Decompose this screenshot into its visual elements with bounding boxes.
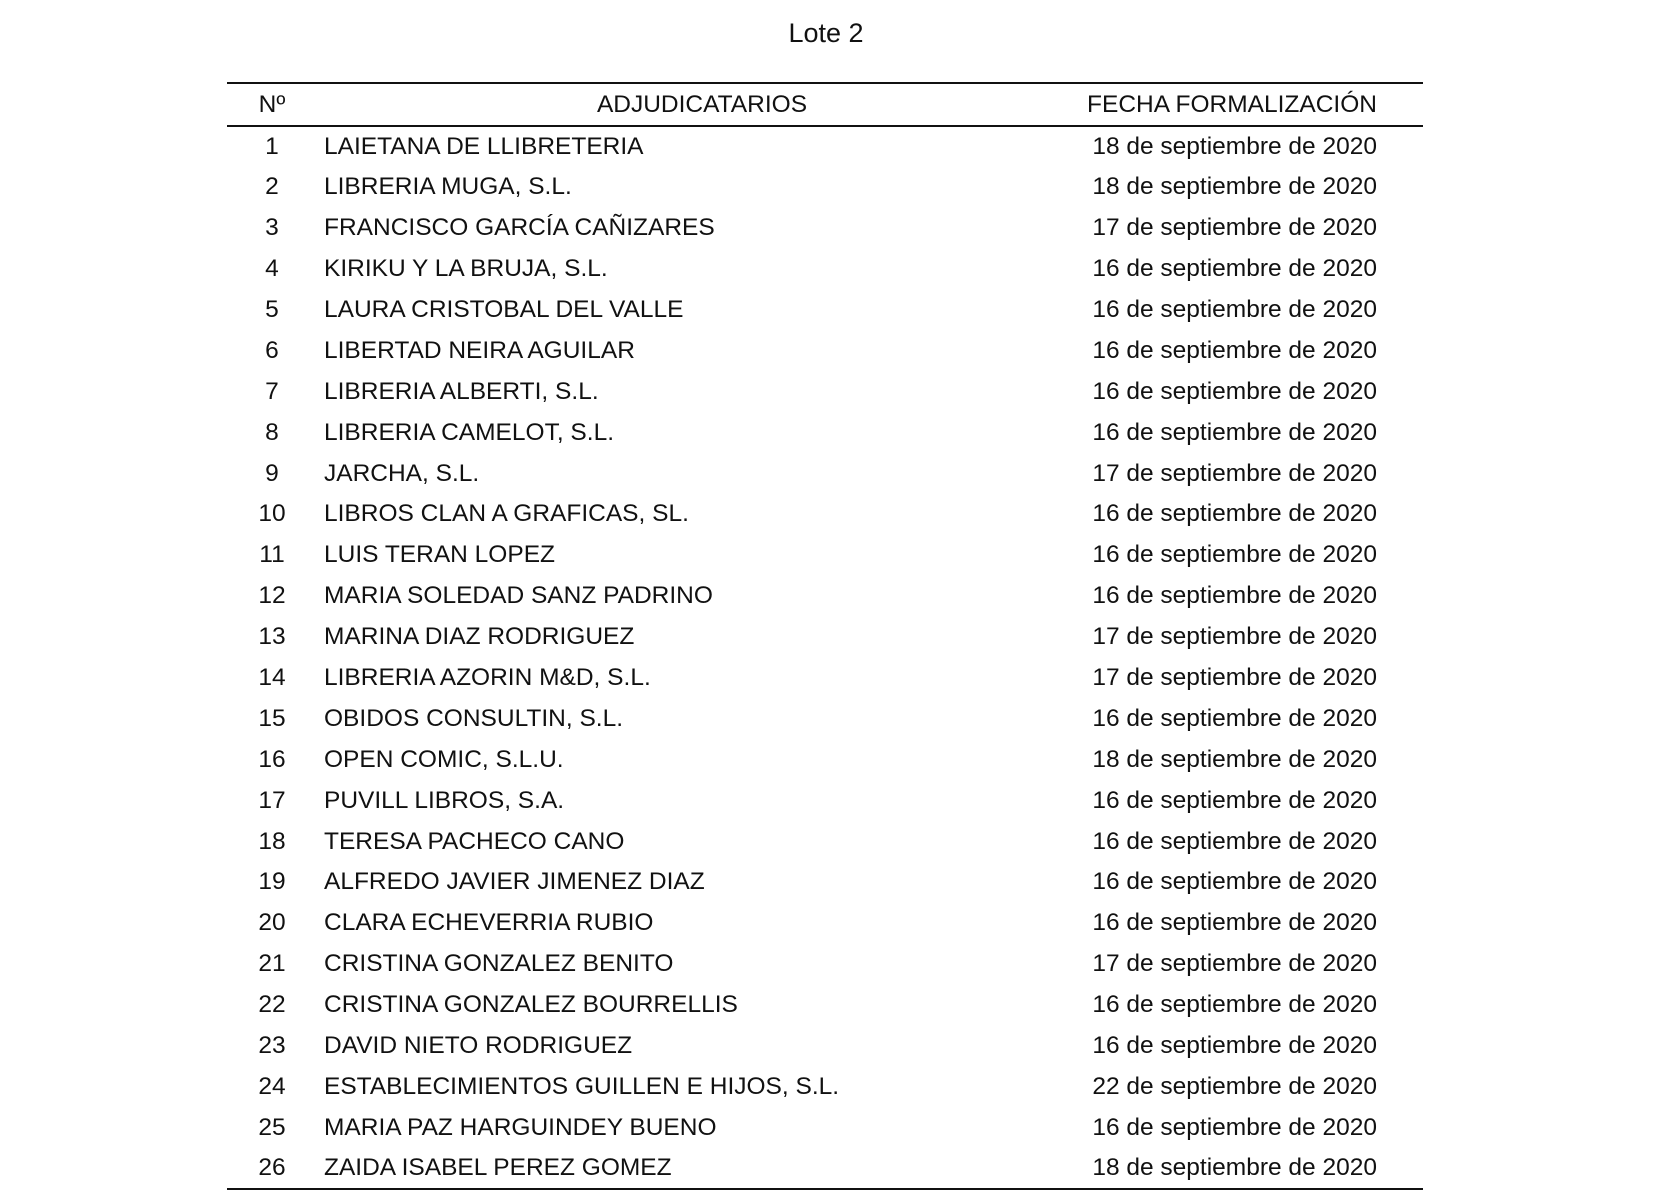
row-number: 19	[258, 868, 286, 896]
table-row	[227, 698, 1423, 739]
header-row	[227, 83, 1423, 126]
awardee-name: PUVILL LIBROS, S.A.	[324, 786, 565, 814]
formalization-date: 16 de septiembre de 2020	[1092, 500, 1377, 528]
table-row	[227, 535, 1423, 576]
awardee-name: LAURA CRISTOBAL DEL VALLE	[324, 296, 684, 323]
formalization-date: 16 de septiembre de 2020	[1092, 541, 1377, 569]
awardee-name: MARIA SOLEDAD SANZ PADRINO	[324, 582, 713, 610]
awardee-name: OPEN COMIC, S.L.U.	[324, 745, 564, 773]
formalization-date: 16 de septiembre de 2020	[1092, 991, 1377, 1019]
formalization-date: 16 de septiembre de 2020	[1092, 1032, 1377, 1060]
table-header	[227, 83, 1423, 126]
header-number: Nº	[227, 83, 317, 126]
awardee-name: CRISTINA GONZALEZ BENITO	[324, 950, 674, 978]
row-number: 25	[258, 1113, 286, 1141]
awardee-name: LIBERTAD NEIRA AGUILAR	[324, 336, 635, 364]
row-number: 12	[258, 582, 286, 610]
awardee-name: LIBRERIA CAMELOT, S.L.	[324, 418, 615, 446]
formalization-date: 16 de septiembre de 2020	[1092, 909, 1377, 937]
formalization-date: 16 de septiembre de 2020	[1092, 336, 1377, 364]
row-number: 2	[265, 173, 279, 201]
table-row	[227, 208, 1423, 249]
formalization-date: 16 de septiembre de 2020	[1092, 255, 1377, 283]
awardee-name: OBIDOS CONSULTIN, S.L.	[324, 704, 624, 732]
table-row	[227, 371, 1423, 412]
row-number: 3	[265, 214, 279, 242]
row-number: 4	[265, 255, 279, 283]
awardees-table-container	[227, 82, 1423, 1190]
formalization-date: 16 de septiembre de 2020	[1092, 827, 1377, 855]
table-row	[227, 780, 1423, 821]
awardee-name: LUIS TERAN LOPEZ	[324, 541, 556, 569]
row-number: 15	[258, 704, 286, 732]
table-row	[227, 903, 1423, 944]
awardee-name: KIRIKU Y LA BRUJA, S.L.	[324, 255, 608, 283]
table-row	[227, 617, 1423, 658]
table-row	[227, 985, 1423, 1026]
awardee-name: LAIETANA DE LLIBRETERIA	[324, 132, 644, 160]
row-number: 11	[259, 541, 285, 569]
table-row	[227, 1066, 1423, 1107]
formalization-date: 16 de septiembre de 2020	[1092, 377, 1377, 405]
formalization-date: 17 de septiembre de 2020	[1092, 950, 1377, 978]
header-formalization-date: FECHA FORMALIZACIÓN	[1087, 83, 1423, 126]
awardee-name: LIBRERIA ALBERTI, S.L.	[324, 377, 599, 405]
row-number: 5	[265, 296, 279, 323]
formalization-date: 17 de septiembre de 2020	[1092, 664, 1377, 692]
formalization-date: 16 de septiembre de 2020	[1092, 786, 1377, 814]
row-number: 21	[258, 950, 286, 978]
row-number: 16	[258, 745, 286, 773]
formalization-date: 16 de septiembre de 2020	[1092, 704, 1377, 732]
awardee-name: ZAIDA ISABEL PEREZ GOMEZ	[317, 1148, 1087, 1189]
table-row	[227, 739, 1423, 780]
table-row	[227, 821, 1423, 862]
awardee-name: CLARA ECHEVERRIA RUBIO	[324, 909, 654, 937]
row-number: 22	[258, 991, 286, 1019]
table-row	[227, 412, 1423, 453]
formalization-date: 16 de septiembre de 2020	[1092, 868, 1377, 896]
row-number: 20	[258, 909, 286, 937]
table-row	[227, 1026, 1423, 1067]
formalization-date: 22 de septiembre de 2020	[1092, 1072, 1377, 1100]
row-number: 1	[265, 132, 279, 160]
awardee-name: TERESA PACHECO CANO	[324, 827, 625, 855]
awardee-name: LIBRERIA AZORIN M&D, S.L.	[324, 664, 651, 692]
table-row	[227, 658, 1423, 699]
formalization-date: 18 de septiembre de 2020	[1092, 132, 1377, 160]
formalization-date: 17 de septiembre de 2020	[1092, 623, 1377, 651]
awardee-name: LIBROS CLAN A GRAFICAS, SL.	[324, 500, 689, 528]
table-row	[227, 862, 1423, 903]
table-row	[227, 494, 1423, 535]
table-row	[227, 126, 1423, 167]
formalization-date: 16 de septiembre de 2020	[1092, 418, 1377, 446]
awardee-name: MARIA PAZ HARGUINDEY BUENO	[324, 1113, 717, 1141]
formalization-date: 17 de septiembre de 2020	[1092, 214, 1377, 242]
row-number: 9	[265, 459, 279, 487]
formalization-date: 16 de septiembre de 2020	[1092, 296, 1377, 323]
formalization-date: 18 de septiembre de 2020	[1087, 1148, 1423, 1189]
table-body	[227, 126, 1423, 1189]
row-number: 8	[265, 418, 279, 446]
row-number: 18	[258, 827, 286, 855]
awardee-name: JARCHA, S.L.	[324, 459, 480, 487]
row-number: 10	[258, 500, 286, 528]
table-row	[227, 290, 1423, 331]
row-number: 23	[258, 1032, 286, 1060]
row-number: 7	[265, 377, 279, 405]
table-row	[227, 249, 1423, 290]
formalization-date: 16 de septiembre de 2020	[1092, 582, 1377, 610]
table-row	[227, 1148, 1423, 1189]
awardee-name: FRANCISCO GARCÍA CAÑIZARES	[324, 214, 715, 242]
formalization-date: 16 de septiembre de 2020	[1092, 1113, 1377, 1141]
awardee-name: LIBRERIA MUGA, S.L.	[324, 173, 572, 201]
formalization-date: 18 de septiembre de 2020	[1092, 745, 1377, 773]
row-number: 6	[265, 336, 279, 364]
row-number: 26	[227, 1148, 317, 1189]
page-title: Lote 2	[788, 18, 864, 48]
awardee-name: CRISTINA GONZALEZ BOURRELLIS	[324, 991, 738, 1019]
table-row	[227, 1107, 1423, 1148]
awardee-name: DAVID NIETO RODRIGUEZ	[324, 1032, 633, 1060]
header-awardees: ADJUDICATARIOS	[317, 83, 1087, 126]
table-row	[227, 453, 1423, 494]
awardees-table	[227, 82, 1423, 1190]
awardee-name: ESTABLECIMIENTOS GUILLEN E HIJOS, S.L.	[324, 1072, 840, 1100]
table-row	[227, 944, 1423, 985]
row-number: 24	[258, 1072, 286, 1100]
row-number: 13	[258, 623, 286, 651]
awardee-name: MARINA DIAZ RODRIGUEZ	[324, 623, 635, 651]
table-row	[227, 330, 1423, 371]
row-number: 17	[258, 786, 286, 814]
formalization-date: 18 de septiembre de 2020	[1092, 173, 1377, 201]
formalization-date: 17 de septiembre de 2020	[1092, 459, 1377, 487]
table-row	[227, 576, 1423, 617]
awardee-name: ALFREDO JAVIER JIMENEZ DIAZ	[324, 868, 705, 896]
row-number: 14	[258, 664, 286, 692]
table-row	[227, 167, 1423, 208]
